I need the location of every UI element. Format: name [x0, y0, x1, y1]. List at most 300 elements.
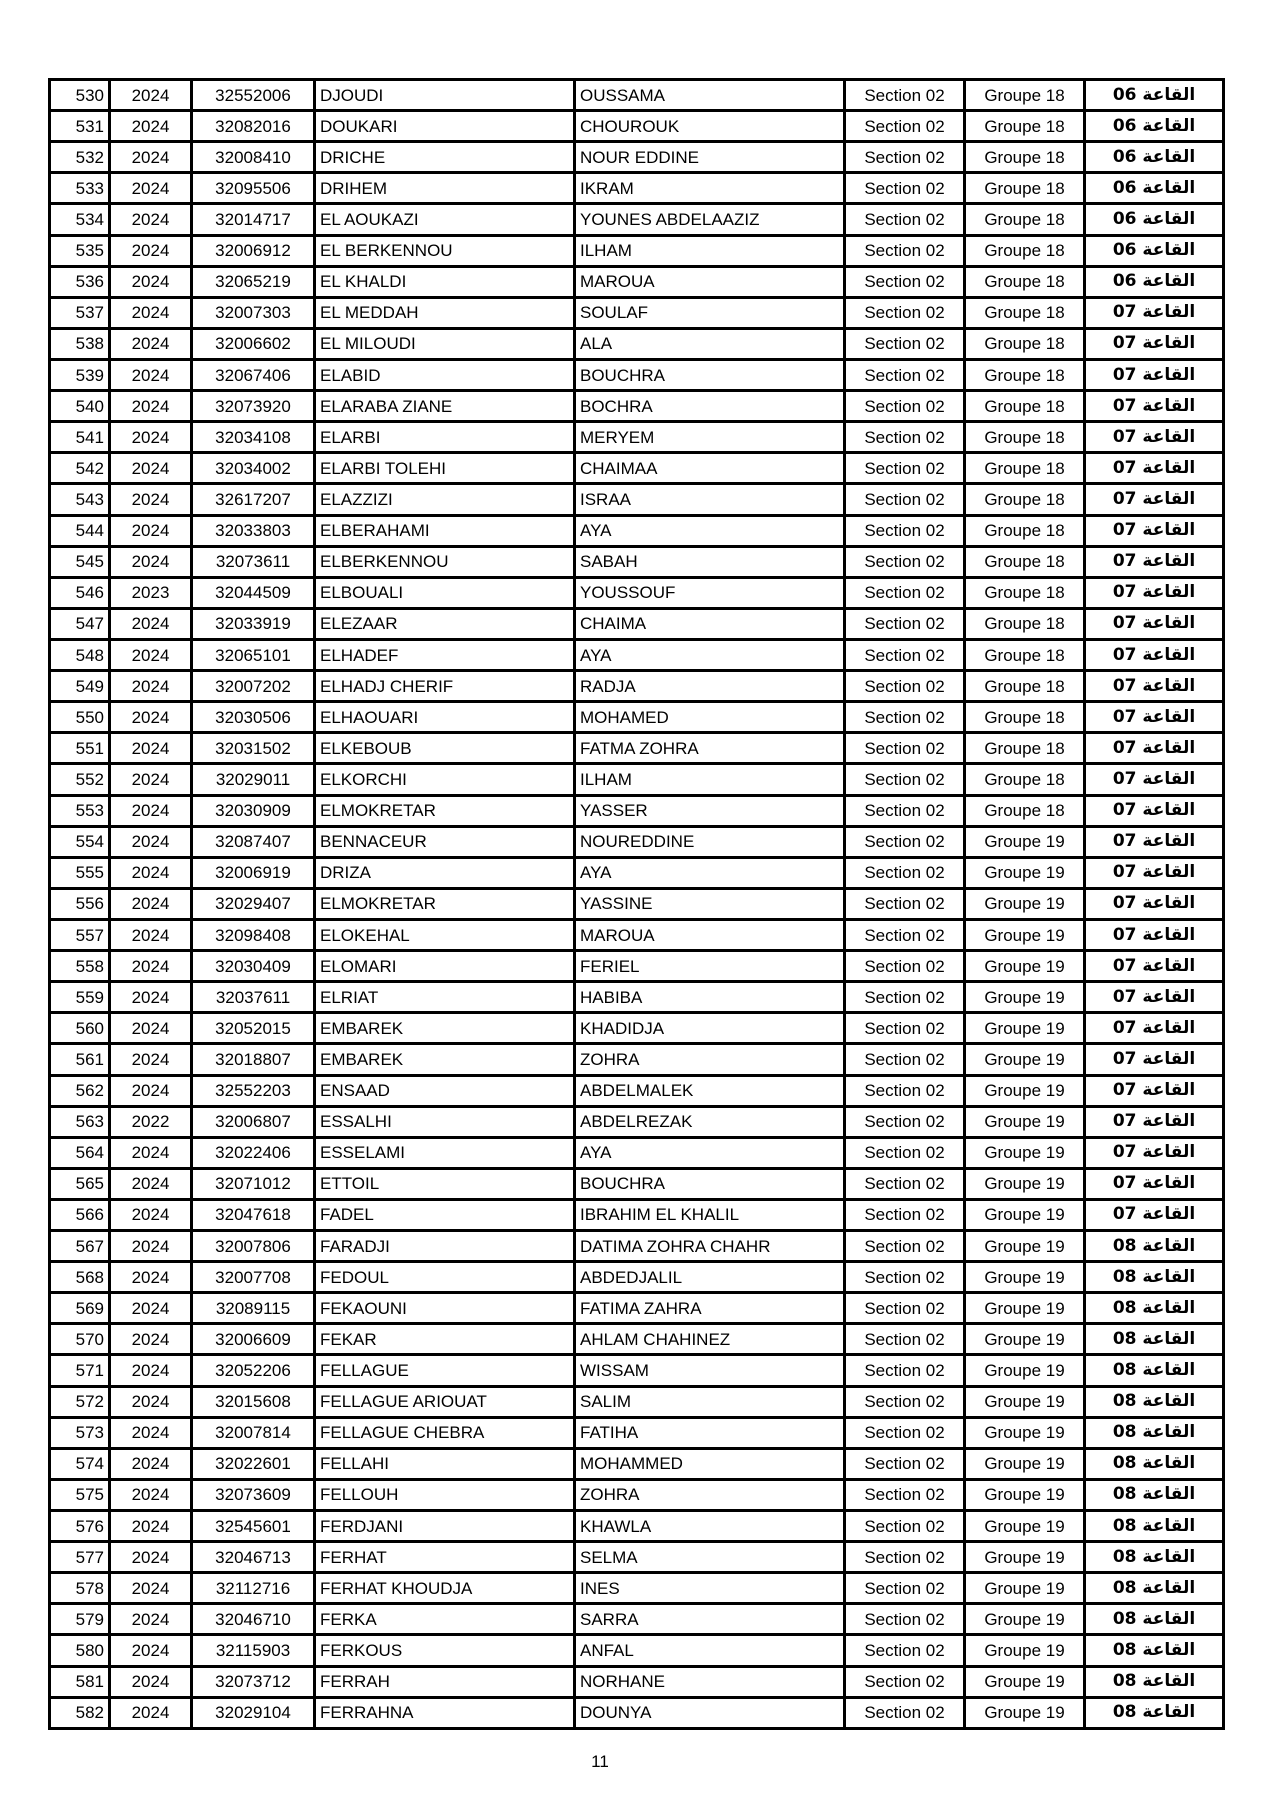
cell-first-name: CHAIMA — [575, 608, 845, 639]
cell-section: Section 02 — [845, 951, 965, 982]
cell-group: Groupe 19 — [965, 1231, 1085, 1262]
cell-row-number: 555 — [50, 857, 110, 888]
cell-section: Section 02 — [845, 1573, 965, 1604]
cell-room: القاعة 07 — [1085, 453, 1224, 484]
cell-row-number: 582 — [50, 1697, 110, 1728]
cell-section: Section 02 — [845, 484, 965, 515]
cell-row-number: 580 — [50, 1635, 110, 1666]
cell-first-name: MAROUA — [575, 266, 845, 297]
table-row — [50, 795, 1224, 826]
cell-room: القاعة 06 — [1085, 204, 1224, 235]
cell-group: Groupe 19 — [965, 919, 1085, 950]
cell-first-name: NOUR EDDINE — [575, 142, 845, 173]
cell-year: 2024 — [110, 1324, 192, 1355]
cell-section: Section 02 — [845, 1604, 965, 1635]
cell-room: القاعة 08 — [1085, 1697, 1224, 1728]
cell-year: 2024 — [110, 733, 192, 764]
cell-group: Groupe 19 — [965, 982, 1085, 1013]
cell-last-name: DJOUDI — [315, 80, 575, 111]
table-row — [50, 1635, 1224, 1666]
cell-section: Section 02 — [845, 111, 965, 142]
student-table — [48, 78, 1225, 1730]
cell-last-name: FELLAGUE — [315, 1355, 575, 1386]
table-row — [50, 608, 1224, 639]
cell-room: القاعة 06 — [1085, 235, 1224, 266]
cell-row-number: 568 — [50, 1262, 110, 1293]
cell-room: القاعة 08 — [1085, 1355, 1224, 1386]
table-row — [50, 1417, 1224, 1448]
table-row — [50, 1573, 1224, 1604]
cell-section: Section 02 — [845, 1324, 965, 1355]
cell-last-name: FELLAGUE CHEBRA — [315, 1417, 575, 1448]
cell-year: 2024 — [110, 235, 192, 266]
cell-first-name: KHADIDJA — [575, 1013, 845, 1044]
cell-room: القاعة 06 — [1085, 173, 1224, 204]
cell-group: Groupe 19 — [965, 1448, 1085, 1479]
cell-last-name: FADEL — [315, 1199, 575, 1230]
cell-section: Section 02 — [845, 1044, 965, 1075]
table-row — [50, 826, 1224, 857]
cell-section: Section 02 — [845, 826, 965, 857]
cell-last-name: ESSELAMI — [315, 1137, 575, 1168]
cell-row-number: 539 — [50, 359, 110, 390]
cell-row-number: 550 — [50, 702, 110, 733]
cell-year: 2024 — [110, 1075, 192, 1106]
cell-year: 2024 — [110, 1199, 192, 1230]
cell-group: Groupe 19 — [965, 1604, 1085, 1635]
cell-section: Section 02 — [845, 919, 965, 950]
cell-group: Groupe 19 — [965, 1479, 1085, 1510]
cell-room: القاعة 08 — [1085, 1386, 1224, 1417]
cell-first-name: IBRAHIM EL KHALIL — [575, 1199, 845, 1230]
table-row — [50, 1355, 1224, 1386]
cell-room: القاعة 07 — [1085, 1168, 1224, 1199]
cell-student-id: 32034002 — [192, 453, 315, 484]
cell-last-name: ENSAAD — [315, 1075, 575, 1106]
cell-row-number: 579 — [50, 1604, 110, 1635]
cell-section: Section 02 — [845, 297, 965, 328]
cell-room: القاعة 07 — [1085, 422, 1224, 453]
cell-room: القاعة 08 — [1085, 1293, 1224, 1324]
table-row — [50, 1231, 1224, 1262]
cell-room: القاعة 07 — [1085, 515, 1224, 546]
cell-first-name: SALIM — [575, 1386, 845, 1417]
cell-year: 2024 — [110, 764, 192, 795]
cell-row-number: 569 — [50, 1293, 110, 1324]
cell-row-number: 563 — [50, 1106, 110, 1137]
cell-student-id: 32014717 — [192, 204, 315, 235]
table-row — [50, 919, 1224, 950]
cell-group: Groupe 18 — [965, 671, 1085, 702]
cell-row-number: 541 — [50, 422, 110, 453]
cell-room: القاعة 07 — [1085, 1013, 1224, 1044]
cell-student-id: 32098408 — [192, 919, 315, 950]
cell-student-id: 32065219 — [192, 266, 315, 297]
cell-student-id: 32033919 — [192, 608, 315, 639]
cell-group: Groupe 18 — [965, 795, 1085, 826]
cell-row-number: 549 — [50, 671, 110, 702]
cell-room: القاعة 07 — [1085, 577, 1224, 608]
cell-room: القاعة 08 — [1085, 1635, 1224, 1666]
cell-room: القاعة 07 — [1085, 764, 1224, 795]
cell-student-id: 32082016 — [192, 111, 315, 142]
cell-student-id: 32046713 — [192, 1542, 315, 1573]
cell-last-name: EL KHALDI — [315, 266, 575, 297]
cell-group: Groupe 18 — [965, 173, 1085, 204]
cell-first-name: AYA — [575, 515, 845, 546]
cell-last-name: ELABID — [315, 359, 575, 390]
cell-section: Section 02 — [845, 1479, 965, 1510]
cell-row-number: 546 — [50, 577, 110, 608]
cell-section: Section 02 — [845, 80, 965, 111]
cell-group: Groupe 18 — [965, 359, 1085, 390]
cell-student-id: 32089115 — [192, 1293, 315, 1324]
cell-room: القاعة 08 — [1085, 1666, 1224, 1697]
cell-room: القاعة 08 — [1085, 1604, 1224, 1635]
cell-year: 2024 — [110, 266, 192, 297]
cell-student-id: 32033803 — [192, 515, 315, 546]
cell-year: 2024 — [110, 888, 192, 919]
cell-first-name: IKRAM — [575, 173, 845, 204]
cell-year: 2024 — [110, 982, 192, 1013]
cell-last-name: FARADJI — [315, 1231, 575, 1262]
cell-section: Section 02 — [845, 1013, 965, 1044]
cell-room: القاعة 06 — [1085, 111, 1224, 142]
cell-student-id: 32030409 — [192, 951, 315, 982]
cell-room: القاعة 08 — [1085, 1511, 1224, 1542]
cell-student-id: 32022601 — [192, 1448, 315, 1479]
cell-student-id: 32115903 — [192, 1635, 315, 1666]
cell-last-name: ELHADJ CHERIF — [315, 671, 575, 702]
cell-row-number: 574 — [50, 1448, 110, 1479]
cell-first-name: NORHANE — [575, 1666, 845, 1697]
cell-group: Groupe 18 — [965, 639, 1085, 670]
cell-student-id: 32046710 — [192, 1604, 315, 1635]
cell-year: 2024 — [110, 1573, 192, 1604]
cell-student-id: 32552203 — [192, 1075, 315, 1106]
cell-first-name: FERIEL — [575, 951, 845, 982]
cell-row-number: 560 — [50, 1013, 110, 1044]
cell-row-number: 564 — [50, 1137, 110, 1168]
cell-student-id: 32030506 — [192, 702, 315, 733]
cell-first-name: MERYEM — [575, 422, 845, 453]
cell-row-number: 547 — [50, 608, 110, 639]
cell-group: Groupe 19 — [965, 1635, 1085, 1666]
cell-year: 2023 — [110, 577, 192, 608]
table-row — [50, 1604, 1224, 1635]
cell-section: Section 02 — [845, 857, 965, 888]
cell-group: Groupe 18 — [965, 733, 1085, 764]
cell-group: Groupe 18 — [965, 422, 1085, 453]
cell-first-name: AHLAM CHAHINEZ — [575, 1324, 845, 1355]
cell-last-name: ELARABA ZIANE — [315, 391, 575, 422]
cell-first-name: YASSER — [575, 795, 845, 826]
cell-first-name: NOUREDDINE — [575, 826, 845, 857]
cell-row-number: 557 — [50, 919, 110, 950]
cell-year: 2024 — [110, 795, 192, 826]
cell-last-name: EL BERKENNOU — [315, 235, 575, 266]
cell-group: Groupe 19 — [965, 1013, 1085, 1044]
cell-student-id: 32006912 — [192, 235, 315, 266]
cell-row-number: 572 — [50, 1386, 110, 1417]
cell-student-id: 32029011 — [192, 764, 315, 795]
cell-room: القاعة 08 — [1085, 1573, 1224, 1604]
table-row — [50, 982, 1224, 1013]
cell-last-name: FERHAT KHOUDJA — [315, 1573, 575, 1604]
cell-year: 2024 — [110, 1697, 192, 1728]
cell-section: Section 02 — [845, 391, 965, 422]
cell-year: 2024 — [110, 951, 192, 982]
cell-last-name: FERKOUS — [315, 1635, 575, 1666]
cell-group: Groupe 19 — [965, 1573, 1085, 1604]
cell-row-number: 553 — [50, 795, 110, 826]
table-row — [50, 111, 1224, 142]
cell-group: Groupe 19 — [965, 1542, 1085, 1573]
cell-student-id: 32031502 — [192, 733, 315, 764]
cell-first-name: FATMA ZOHRA — [575, 733, 845, 764]
cell-year: 2024 — [110, 422, 192, 453]
cell-room: القاعة 07 — [1085, 919, 1224, 950]
cell-student-id: 32067406 — [192, 359, 315, 390]
table-row — [50, 577, 1224, 608]
cell-group: Groupe 18 — [965, 80, 1085, 111]
cell-year: 2024 — [110, 1635, 192, 1666]
cell-year: 2024 — [110, 546, 192, 577]
table-row — [50, 515, 1224, 546]
cell-student-id: 32052015 — [192, 1013, 315, 1044]
cell-group: Groupe 19 — [965, 1355, 1085, 1386]
cell-room: القاعة 06 — [1085, 266, 1224, 297]
cell-section: Section 02 — [845, 1666, 965, 1697]
cell-year: 2024 — [110, 142, 192, 173]
cell-group: Groupe 19 — [965, 1697, 1085, 1728]
cell-row-number: 544 — [50, 515, 110, 546]
cell-group: Groupe 18 — [965, 577, 1085, 608]
cell-group: Groupe 19 — [965, 1324, 1085, 1355]
cell-row-number: 531 — [50, 111, 110, 142]
cell-first-name: CHAIMAA — [575, 453, 845, 484]
cell-last-name: FEDOUL — [315, 1262, 575, 1293]
cell-year: 2024 — [110, 391, 192, 422]
cell-first-name: ABDELREZAK — [575, 1106, 845, 1137]
cell-group: Groupe 18 — [965, 235, 1085, 266]
cell-student-id: 32052206 — [192, 1355, 315, 1386]
cell-section: Section 02 — [845, 1168, 965, 1199]
cell-room: القاعة 07 — [1085, 1199, 1224, 1230]
cell-year: 2024 — [110, 1293, 192, 1324]
cell-first-name: ILHAM — [575, 764, 845, 795]
cell-section: Section 02 — [845, 671, 965, 702]
table-row — [50, 391, 1224, 422]
table-row — [50, 888, 1224, 919]
cell-first-name: ABDEDJALIL — [575, 1262, 845, 1293]
cell-student-id: 32065101 — [192, 639, 315, 670]
cell-room: القاعة 06 — [1085, 80, 1224, 111]
cell-first-name: ZOHRA — [575, 1479, 845, 1510]
cell-room: القاعة 07 — [1085, 484, 1224, 515]
cell-year: 2024 — [110, 826, 192, 857]
cell-row-number: 578 — [50, 1573, 110, 1604]
cell-section: Section 02 — [845, 1262, 965, 1293]
cell-year: 2024 — [110, 1168, 192, 1199]
cell-section: Section 02 — [845, 173, 965, 204]
cell-first-name: ALA — [575, 328, 845, 359]
cell-room: القاعة 07 — [1085, 639, 1224, 670]
cell-first-name: ANFAL — [575, 1635, 845, 1666]
cell-last-name: ELOMARI — [315, 951, 575, 982]
cell-group: Groupe 18 — [965, 328, 1085, 359]
cell-student-id: 32617207 — [192, 484, 315, 515]
cell-first-name: ILHAM — [575, 235, 845, 266]
cell-last-name: EL AOUKAZI — [315, 204, 575, 235]
cell-section: Section 02 — [845, 1511, 965, 1542]
cell-row-number: 542 — [50, 453, 110, 484]
cell-last-name: ELBERKENNOU — [315, 546, 575, 577]
cell-room: القاعة 08 — [1085, 1417, 1224, 1448]
cell-group: Groupe 19 — [965, 1199, 1085, 1230]
cell-first-name: MOHAMED — [575, 702, 845, 733]
table-row — [50, 1542, 1224, 1573]
cell-year: 2024 — [110, 857, 192, 888]
cell-section: Section 02 — [845, 204, 965, 235]
cell-first-name: SARRA — [575, 1604, 845, 1635]
cell-section: Section 02 — [845, 888, 965, 919]
cell-student-id: 32034108 — [192, 422, 315, 453]
cell-last-name: FEKAR — [315, 1324, 575, 1355]
cell-section: Section 02 — [845, 515, 965, 546]
cell-last-name: ELEZAAR — [315, 608, 575, 639]
cell-row-number: 561 — [50, 1044, 110, 1075]
cell-section: Section 02 — [845, 1386, 965, 1417]
table-row — [50, 328, 1224, 359]
cell-first-name: FATIMA ZAHRA — [575, 1293, 845, 1324]
student-table-body — [50, 80, 1224, 1729]
cell-last-name: ELOKEHAL — [315, 919, 575, 950]
cell-first-name: RADJA — [575, 671, 845, 702]
cell-first-name: ZOHRA — [575, 1044, 845, 1075]
cell-student-id: 32006919 — [192, 857, 315, 888]
table-row — [50, 1044, 1224, 1075]
table-row — [50, 1075, 1224, 1106]
cell-room: القاعة 08 — [1085, 1542, 1224, 1573]
cell-year: 2024 — [110, 919, 192, 950]
cell-year: 2024 — [110, 1355, 192, 1386]
cell-year: 2024 — [110, 1231, 192, 1262]
cell-row-number: 540 — [50, 391, 110, 422]
cell-section: Section 02 — [845, 422, 965, 453]
table-row — [50, 1324, 1224, 1355]
cell-group: Groupe 18 — [965, 608, 1085, 639]
cell-last-name: DRIHEM — [315, 173, 575, 204]
cell-last-name: FELLOUH — [315, 1479, 575, 1510]
cell-section: Section 02 — [845, 982, 965, 1013]
cell-student-id: 32552006 — [192, 80, 315, 111]
cell-student-id: 32022406 — [192, 1137, 315, 1168]
cell-room: القاعة 07 — [1085, 1075, 1224, 1106]
table-row — [50, 484, 1224, 515]
cell-student-id: 32007806 — [192, 1231, 315, 1262]
cell-row-number: 534 — [50, 204, 110, 235]
cell-last-name: DOUKARI — [315, 111, 575, 142]
table-row — [50, 764, 1224, 795]
cell-last-name: ELKORCHI — [315, 764, 575, 795]
cell-student-id: 32006807 — [192, 1106, 315, 1137]
cell-row-number: 535 — [50, 235, 110, 266]
cell-row-number: 538 — [50, 328, 110, 359]
cell-year: 2024 — [110, 1604, 192, 1635]
cell-last-name: FELLAHI — [315, 1448, 575, 1479]
table-row — [50, 1386, 1224, 1417]
cell-group: Groupe 19 — [965, 1106, 1085, 1137]
cell-last-name: ELARBI — [315, 422, 575, 453]
cell-room: القاعة 07 — [1085, 857, 1224, 888]
cell-last-name: DRIZA — [315, 857, 575, 888]
cell-group: Groupe 18 — [965, 297, 1085, 328]
table-row — [50, 1137, 1224, 1168]
cell-group: Groupe 18 — [965, 266, 1085, 297]
cell-room: القاعة 07 — [1085, 1137, 1224, 1168]
cell-last-name: FERKA — [315, 1604, 575, 1635]
cell-group: Groupe 18 — [965, 702, 1085, 733]
table-row — [50, 1479, 1224, 1510]
cell-section: Section 02 — [845, 733, 965, 764]
cell-student-id: 32018807 — [192, 1044, 315, 1075]
cell-year: 2024 — [110, 1262, 192, 1293]
cell-year: 2022 — [110, 1106, 192, 1137]
cell-section: Section 02 — [845, 359, 965, 390]
cell-group: Groupe 18 — [965, 111, 1085, 142]
cell-row-number: 559 — [50, 982, 110, 1013]
cell-room: القاعة 07 — [1085, 733, 1224, 764]
cell-row-number: 581 — [50, 1666, 110, 1697]
table-row — [50, 80, 1224, 111]
cell-group: Groupe 19 — [965, 1137, 1085, 1168]
table-row — [50, 453, 1224, 484]
cell-year: 2024 — [110, 453, 192, 484]
cell-last-name: EL MEDDAH — [315, 297, 575, 328]
table-row — [50, 1293, 1224, 1324]
cell-room: القاعة 08 — [1085, 1324, 1224, 1355]
cell-group: Groupe 19 — [965, 1293, 1085, 1324]
table-row — [50, 1666, 1224, 1697]
table-row — [50, 857, 1224, 888]
cell-year: 2024 — [110, 1448, 192, 1479]
cell-group: Groupe 19 — [965, 1262, 1085, 1293]
cell-year: 2024 — [110, 1013, 192, 1044]
cell-year: 2024 — [110, 484, 192, 515]
table-row — [50, 173, 1224, 204]
cell-last-name: EMBAREK — [315, 1044, 575, 1075]
cell-last-name: EL MILOUDI — [315, 328, 575, 359]
cell-room: القاعة 07 — [1085, 982, 1224, 1013]
cell-first-name: BOUCHRA — [575, 359, 845, 390]
cell-student-id: 32037611 — [192, 982, 315, 1013]
cell-year: 2024 — [110, 1479, 192, 1510]
cell-first-name: SOULAF — [575, 297, 845, 328]
cell-room: القاعة 07 — [1085, 795, 1224, 826]
cell-last-name: ELMOKRETAR — [315, 795, 575, 826]
cell-section: Section 02 — [845, 1231, 965, 1262]
cell-last-name: FELLAGUE ARIOUAT — [315, 1386, 575, 1417]
cell-group: Groupe 19 — [965, 857, 1085, 888]
cell-group: Groupe 19 — [965, 826, 1085, 857]
table-row — [50, 733, 1224, 764]
cell-student-id: 32029407 — [192, 888, 315, 919]
cell-first-name: KHAWLA — [575, 1511, 845, 1542]
cell-first-name: SABAH — [575, 546, 845, 577]
cell-room: القاعة 07 — [1085, 702, 1224, 733]
page-number: 11 — [591, 1752, 609, 1771]
